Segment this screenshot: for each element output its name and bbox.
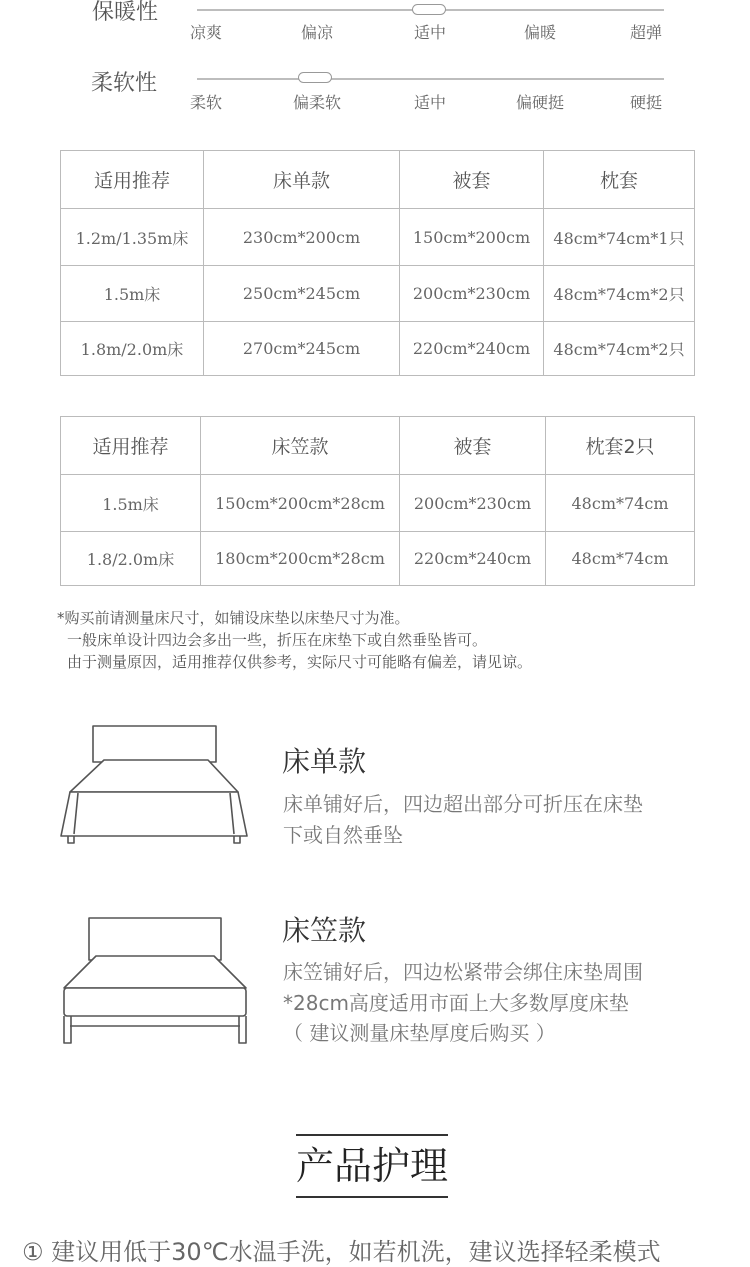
scale-label: 偏硬挺: [515, 93, 565, 112]
style-description: *28cm高度适用市面上大多数厚度床垫: [283, 991, 629, 1015]
table-row: [61, 209, 695, 266]
table-cell: 48cm*74cm: [546, 475, 695, 532]
table-header-row: [61, 417, 695, 475]
table-cell: 270cm*245cm: [204, 322, 400, 376]
style-title: 床笠款: [282, 914, 367, 947]
fitted-sheet-bed-illustration: [58, 914, 254, 1048]
table-cell: 150cm*200cm: [400, 209, 544, 266]
scale-label: 硬挺: [629, 93, 663, 112]
table-cell: 220cm*240cm: [400, 322, 544, 376]
table-cell: 180cm*200cm*28cm: [201, 532, 400, 586]
scale-indicator: [298, 72, 332, 83]
table-row: [61, 475, 695, 532]
attribute-title: 柔软性: [91, 71, 158, 96]
table-cell: 1.8/2.0m床: [61, 532, 201, 586]
table-cell: 48cm*74cm*2只: [544, 266, 695, 322]
table-row: [61, 532, 695, 586]
sheet-size-table: [60, 150, 695, 376]
table-header-cell: 枕套: [544, 151, 695, 209]
table-cell: 1.5m床: [61, 475, 201, 532]
table-cell: 230cm*200cm: [204, 209, 400, 266]
size-note: *购买前请测量床尺寸，如铺设床垫以床垫尺寸为准。: [57, 609, 410, 627]
scale-label: 适中: [413, 93, 447, 112]
table-header-cell: 被套: [400, 417, 546, 475]
table-cell: 150cm*200cm*28cm: [201, 475, 400, 532]
table-row: [61, 266, 695, 322]
table-cell: 1.2m/1.35m床: [61, 209, 204, 266]
table-cell: 48cm*74cm*1只: [544, 209, 695, 266]
table-cell: 200cm*230cm: [400, 475, 546, 532]
scale-label: 适中: [413, 23, 447, 42]
scale-indicator: [412, 4, 446, 15]
fitted-size-table: [60, 416, 695, 586]
table-header-cell: 适用推荐: [61, 151, 204, 209]
table-cell: 250cm*245cm: [204, 266, 400, 322]
scale-label: 偏凉: [300, 23, 334, 42]
care-section-title: 产品护理: [296, 1134, 448, 1198]
scale-track: [197, 78, 664, 80]
style-description: （ 建议测量床垫厚度后购买 ）: [283, 1021, 556, 1045]
style-description: 下或自然垂坠: [283, 823, 403, 847]
care-instruction: ① 建议用低于30℃水温手洗，如若机洗，建议选择轻柔模式: [22, 1238, 661, 1266]
table-cell: 200cm*230cm: [400, 266, 544, 322]
style-title: 床单款: [282, 745, 367, 778]
size-note: 由于测量原因，适用推荐仅供参考，实际尺寸可能略有偏差，请见谅。: [67, 653, 533, 671]
scale-label: 超弹: [629, 23, 663, 42]
scale-label: 偏柔软: [292, 93, 342, 112]
table-header-row: [61, 151, 695, 209]
table-header-cell: 床笠款: [201, 417, 400, 475]
scale-label: 柔软: [189, 93, 223, 112]
table-cell: 220cm*240cm: [400, 532, 546, 586]
style-description: 床单铺好后，四边超出部分可折压在床垫: [283, 792, 643, 816]
table-cell: 48cm*74cm: [546, 532, 695, 586]
table-header-cell: 适用推荐: [61, 417, 201, 475]
table-header-cell: 床单款: [204, 151, 400, 209]
flat-sheet-bed-illustration: [56, 722, 256, 848]
table-cell: 48cm*74cm*2只: [544, 322, 695, 376]
table-row: [61, 322, 695, 376]
table-header-cell: 枕套2只: [546, 417, 695, 475]
size-note: 一般床单设计四边会多出一些，折压在床垫下或自然垂坠皆可。: [67, 631, 488, 649]
attribute-title: 保暖性: [92, 0, 159, 25]
style-description: 床笠铺好后，四边松紧带会绑住床垫周围: [283, 960, 643, 984]
table-cell: 1.5m床: [61, 266, 204, 322]
attribute-warmth: [0, 0, 750, 50]
table-cell: 1.8m/2.0m床: [61, 322, 204, 376]
table-header-cell: 被套: [400, 151, 544, 209]
scale-label: 偏暖: [523, 23, 557, 42]
attribute-softness: [0, 60, 750, 115]
scale-label: 凉爽: [189, 23, 223, 42]
